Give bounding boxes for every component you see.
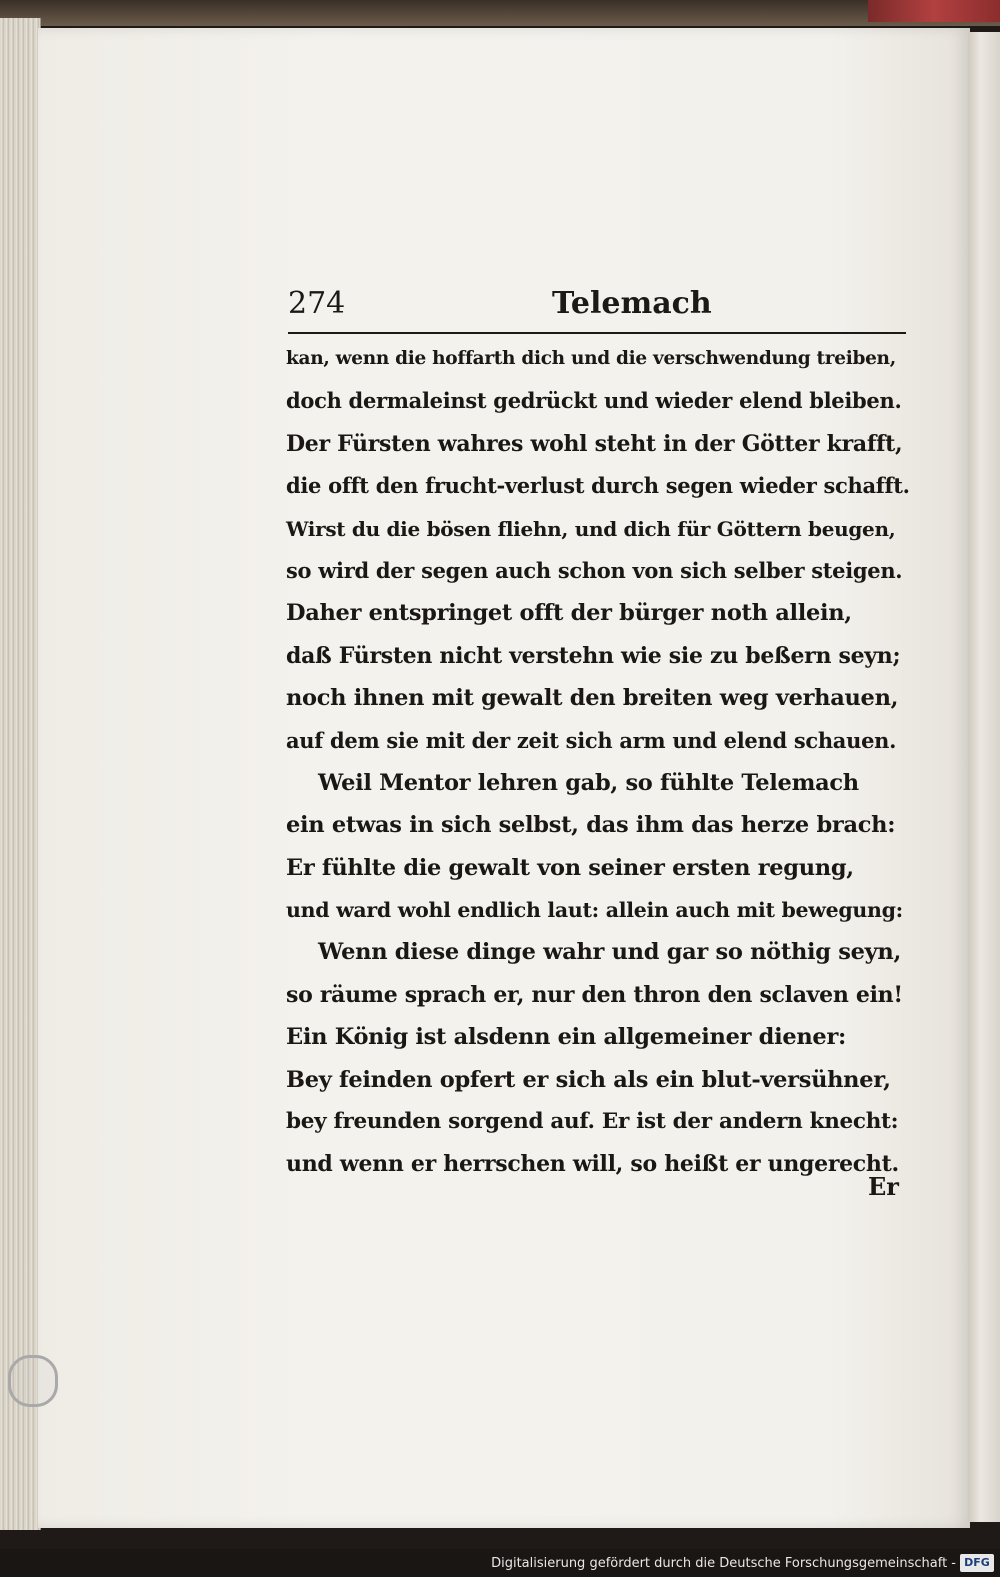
page-header bbox=[288, 282, 908, 326]
ribbon-bookmark bbox=[868, 0, 1000, 22]
paper-clip-icon bbox=[8, 1355, 58, 1407]
text-line: Der Fürsten wahres wohl steht in der Götter krafft, bbox=[286, 430, 903, 457]
text-line: auf dem sie mit der zeit sich arm und elend schauen. bbox=[286, 727, 897, 753]
text-line: die offt den frucht-verlust durch segen wieder schafft. bbox=[286, 473, 910, 499]
facing-page-edge bbox=[968, 32, 1000, 1522]
text-line: Wenn diese dinge wahr und gar so nöthig seyn, bbox=[318, 939, 901, 966]
text-line: daß Fürsten nicht verstehn wie sie zu beßern seyn; bbox=[286, 642, 901, 669]
text-line: Daher entspringet offt der bürger noth allein, bbox=[286, 600, 852, 627]
text-line: Er fühlte die gewalt von seiner ersten regung, bbox=[286, 854, 854, 881]
text-line: doch dermaleinst gedrückt und wieder elend bleiben. bbox=[286, 388, 902, 414]
catchword: Er bbox=[868, 1172, 899, 1201]
footer-credit: Digitalisierung gefördert durch die Deutsche Forschungsgemeinschaft - bbox=[491, 1556, 956, 1571]
text-line: und wenn er herrschen will, so heißt er ungerecht. bbox=[286, 1151, 899, 1178]
page-stack-edge bbox=[0, 18, 41, 1530]
running-head: Telemach bbox=[552, 286, 712, 321]
text-line: Bey feinden opfert er sich als ein blut-versühner, bbox=[286, 1066, 891, 1093]
dfg-logo-icon[interactable]: DFG bbox=[960, 1554, 994, 1572]
text-line: so wird der segen auch schon von sich selber steigen. bbox=[286, 557, 903, 583]
text-line: und ward wohl endlich laut: allein auch mit bewegung: bbox=[286, 898, 903, 923]
text-line: kan, wenn die hoffarth dich und die verschwendung treiben, bbox=[286, 348, 896, 369]
text-line: noch ihnen mit gewalt den breiten weg verhauen, bbox=[286, 685, 899, 712]
poem-text-block bbox=[286, 338, 910, 1186]
text-line: Ein König ist alsdenn ein allgemeiner diener: bbox=[286, 1024, 846, 1051]
header-rule bbox=[288, 332, 906, 334]
text-line: ein etwas in sich selbst, das ihm das herze brach: bbox=[286, 812, 896, 839]
text-line: so räume sprach er, nur den thron den sclaven ein! bbox=[286, 981, 903, 1008]
text-line: Weil Mentor lehren gab, so fühlte Telemach bbox=[318, 769, 859, 796]
page-number: 274 bbox=[288, 286, 346, 321]
text-line: Wirst du die bösen fliehn, und dich für Göttern beugen, bbox=[286, 516, 896, 541]
book-top-edge bbox=[0, 0, 1000, 26]
text-line: bey freunden sorgend auf. Er ist der andern knecht: bbox=[286, 1109, 899, 1135]
